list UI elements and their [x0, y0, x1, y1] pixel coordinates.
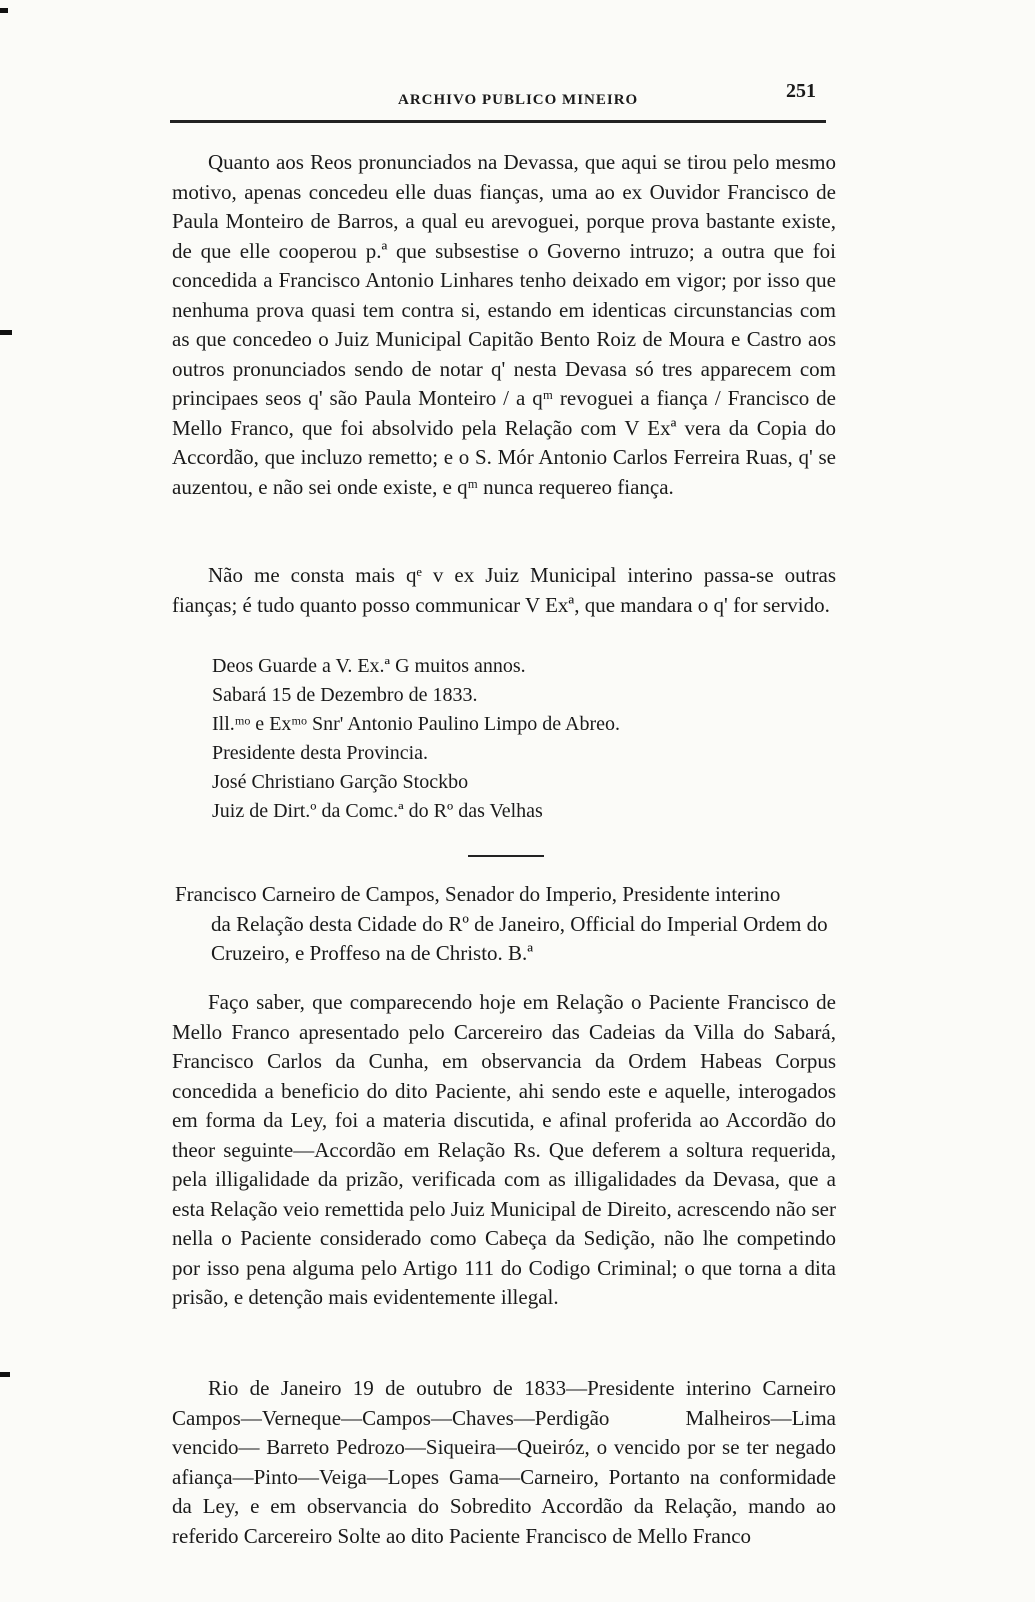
header-rule [170, 120, 826, 123]
signature-line: Presidente desta Provincia. [212, 742, 429, 764]
document-title-continuation: da Relação desta Cidade do Rº de Janeiro, Official do Imperial Ordem do Cruzeiro, e Proffeso na de Christo. B.ª [211, 911, 828, 965]
signature-line: Deos Guarde a V. Ex.ª G muitos annos. [212, 655, 526, 677]
scan-mark [0, 1372, 10, 1377]
letter-paragraph-2: Não me consta mais qᵉ v ex Juiz Municipal interino passa-se outras fianças; é tudo quanto posso communicar V Exª, que mandara o q' for servido. [172, 563, 836, 617]
document-title-line: Francisco Carneiro de Campos, Senador do Imperio, Presidente interino [175, 882, 781, 906]
signature-line: Sabará 15 de Dezembro de 1833. [212, 684, 478, 706]
document-title [175, 880, 837, 969]
scan-mark [0, 8, 8, 13]
letter-paragraph-1: Quanto aos Reos pronunciados na Devassa, que aqui se tirou pelo mesmo motivo, apenas concedeu elle duas fianças, uma ao ex Ouvidor Francisco de Paula Monteiro de Barros, a qual eu arevoguei, porque prova bastante existe, de que elle cooperou p.ª que subsestise o Governo intruzo; a outra que foi concedida a Francisco Antonio Linhares tenho deixado em vigor; por isso que nenhuma prova quasi tem contra si, estando em identicas circunstancias com as que concedeo o Juiz Municipal Capitão Bento Roiz de Moura e Castro aos outros pronunciados sendo de notar q' nesta Devasa só tres apparecem com principaes seos q' são Paula Monteiro / a qᵐ revoguei a fiança / Francisco de Mello Franco, que foi absolvido pela Relação com V Exª vera da Copia do Accordão, que incluzo remetto; e o S. Mór Antonio Carlos Ferreira Ruas, q' se auzentou, e não sei onde existe, e qᵐ nunca requereo fiança. [172, 150, 836, 499]
signature-line: Juiz de Dirt.º da Comc.ª do Rº das Velhas [212, 800, 543, 822]
section-separator [468, 855, 544, 857]
signature-line: Ill.ᵐᵒ e Exᵐᵒ Snr' Antonio Paulino Limpo de Abreo. [212, 713, 620, 735]
document-paragraph-1: Faço saber, que comparecendo hoje em Relação o Paciente Francisco de Mello Franco apresentado pelo Carcereiro das Cadeias da Villa do Sabará, Francisco Carlos da Cunha, em observancia da Ordem Habeas Corpus concedida a beneficio do dito Paciente, ahi sendo este e aquelle, interogados em forma da Ley, foi a materia discutida, e afinal proferida ao Accordão do theor seguinte—Accordão em Relação Rs. Que deferem a soltura requerida, pela illigalidade da prizão, verificada com as illigalidades da Devasa, que a esta Relação veio remettida pelo Juiz Municipal de Direito, acrescendo não ser nella o Paciente considerado como Cabeça da Sedição, não lhe competindo por isso pena alguma pelo Artigo 111 do Codigo Criminal; o que torna a dita prisão, e detenção mais evidentemente illegal. [172, 990, 836, 1309]
scan-mark [0, 330, 12, 335]
document-paragraph-2: Rio de Janeiro 19 de outubro de 1833—Presidente interino Carneiro Campos—Verneque—Campos—Chaves—Perdigão Malheiros—Lima vencido— Barreto Pedrozo—Siqueira—Queiróz, o vencido por se ter negado afiança—Pinto—Veiga—Lopes Gama—Carneiro, Portanto na conformidade da Ley, e em observancia do Sobredito Accordão da Relação, mando ao referido Carcereiro Solte ao dito Paciente Francisco de Mello Franco [172, 1376, 836, 1548]
running-header: ARCHIVO PUBLICO MINEIRO [398, 92, 639, 108]
signature-line: José Christiano Garção Stockbo [212, 771, 469, 793]
page-number: 251 [786, 80, 816, 102]
